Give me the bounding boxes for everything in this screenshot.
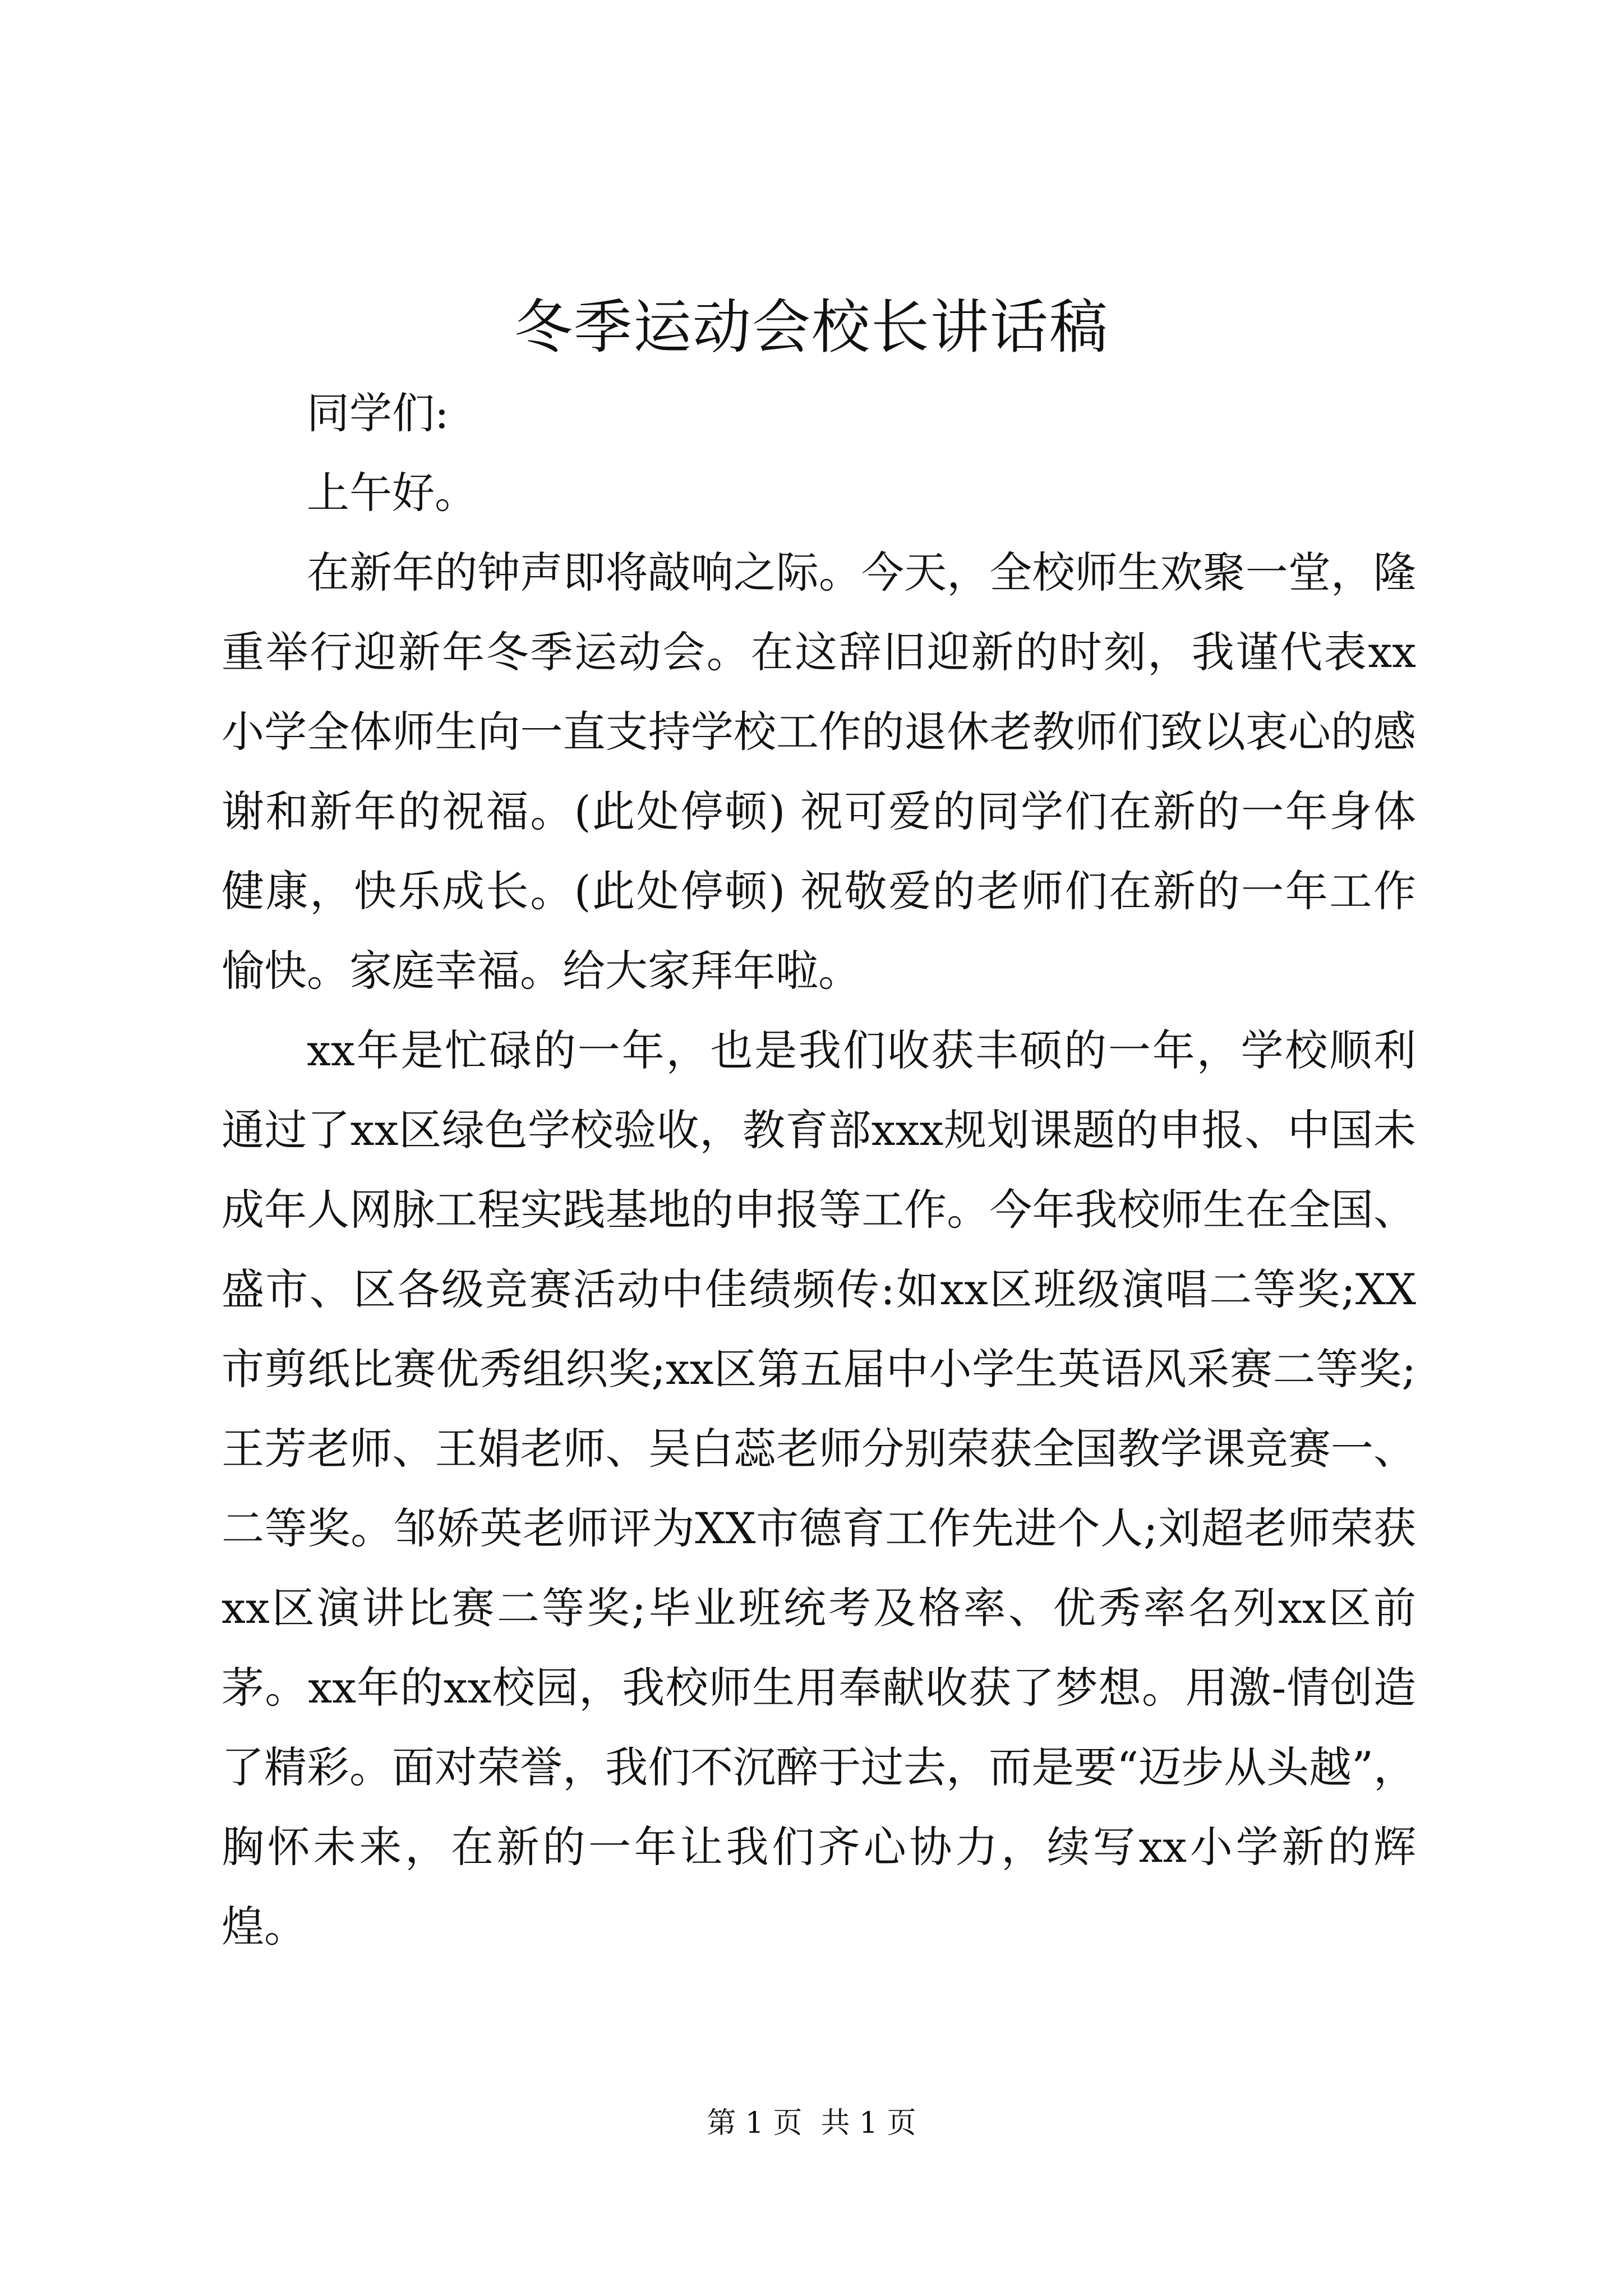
greeting-paragraph: 同学们: (307, 388, 449, 438)
page-footer (0, 2101, 1623, 2146)
salutation-paragraph: 上午好。 (307, 468, 477, 518)
page-number-label: 第 1 页 共 1 页 (707, 2106, 916, 2140)
document-body (222, 374, 1416, 1967)
body-paragraph-achievements: xx年是忙碌的一年，也是我们收获丰硕的一年，学校顺利通过了xx区绿色学校验收，教育部xxx规划课题的申报、中国未成年人网脉工程实践基地的申报等工作。今年我校师生在全国、盛市、区各级竞赛活动中佳绩频传:如xx区班级演唱二等奖;XX市剪纸比赛优秀组织奖;xx区第五届中小学生英语风采赛二等奖;王芳老师、王娟老师、吴白蕊老师分别荣获全国教学课竞赛一、二等奖。邹娇英老师评为XX市德育工作先进个人;刘超老师荣获xx区演讲比赛二等奖;毕业班统考及格率、优秀率名列xx区前茅。xx年的xx校园，我校师生用奉献收获了梦想。用激-情创造了精彩。面对荣誉，我们不沉醉于过去，而是要“迈步从头越”，胸怀未来，在新的一年让我们齐心协力，续写xx小学新的辉煌。 (222, 1025, 1416, 1952)
document-title: 冬季运动会校长讲话稿 (514, 293, 1109, 361)
body-paragraph-new-year: 在新年的钟声即将敲响之际。今天，全校师生欢聚一堂，隆重举行迎新年冬季运动会。在这辞旧迎新的时刻，我谨代表xx小学全体师生向一直支持学校工作的退休老教师们致以衷心的感谢和新年的祝福。(此处停顿) 祝可爱的同学们在新的一年身体健康，快乐成长。(此处停顿) 祝敬爱的老师们在新的一年工作愉快。家庭幸福。给大家拜年啦。 (222, 547, 1416, 996)
